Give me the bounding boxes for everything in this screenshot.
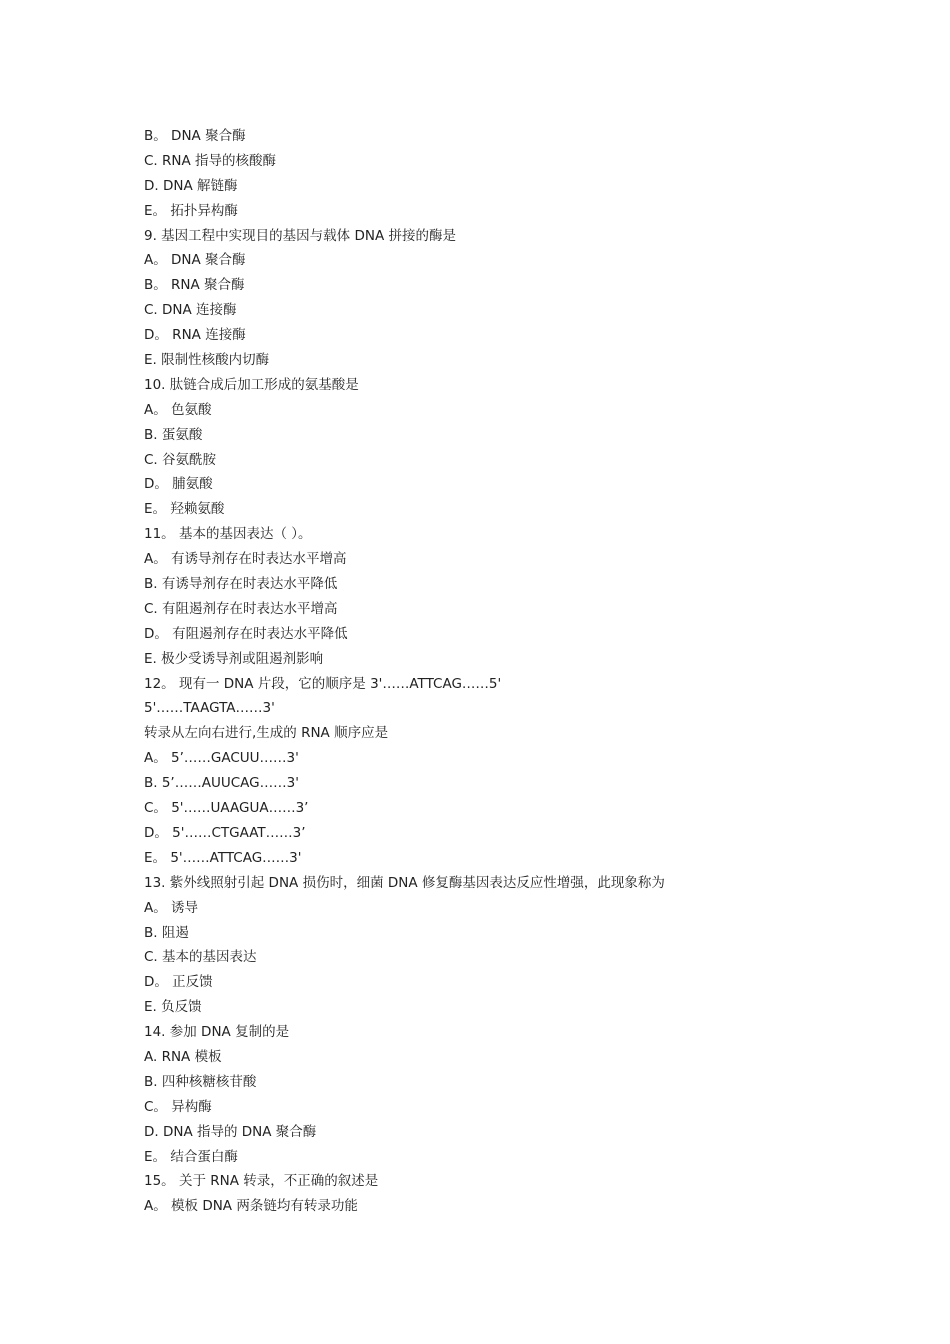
text-line: D。 有阻遏剂存在时表达水平降低 xyxy=(144,625,348,642)
text-line: A。 有诱导剂存在时表达水平增高 xyxy=(144,551,347,568)
text-line: C. 有阻遏剂存在时表达水平增高 xyxy=(144,600,338,617)
text-line: E. 极少受诱导剂或阻遏剂影响 xyxy=(144,650,324,667)
text-line: E。 5'……ATTCAG……3' xyxy=(144,849,302,866)
text-line: E。 结合蛋白酶 xyxy=(144,1148,238,1165)
text-line: B. 蛋氨酸 xyxy=(144,426,203,443)
text-line: B。 DNA 聚合酶 xyxy=(144,128,246,144)
text-line: D。 RNA 连接酶 xyxy=(144,327,246,344)
question-stem: 12。 现有一 DNA 片段，它的顺序是 3'……ATTCAG……5' xyxy=(144,675,502,692)
text-line: B. 四种核糖核苷酸 xyxy=(144,1073,257,1090)
text-line: D。 正反馈 xyxy=(144,974,213,991)
question-list xyxy=(144,124,844,1219)
text-line: D. DNA 解链酶 xyxy=(144,177,238,194)
text-line: C。 异构酶 xyxy=(144,1098,212,1115)
text-line: A。 诱导 xyxy=(144,899,199,916)
text-line: E. 负反馈 xyxy=(144,999,202,1016)
text-line: E。 羟赖氨酸 xyxy=(144,501,225,518)
text-line: C. 基本的基因表达 xyxy=(144,949,257,966)
question-stem: 10. 肽链合成后加工形成的氨基酸是 xyxy=(144,376,359,393)
text-line: C。 5'……UAAGUA……3’ xyxy=(144,800,309,817)
text-line: A。 5’……GACUU……3' xyxy=(144,750,299,767)
text-line: A。 模板 DNA 两条链均有转录功能 xyxy=(144,1198,358,1215)
text-line: C. DNA 连接酶 xyxy=(144,302,237,319)
text-line: E. 限制性核酸内切酶 xyxy=(144,352,270,369)
text-line: A. RNA 模板 xyxy=(144,1048,222,1065)
text-line: 转录从左向右进行,生成的 RNA 顺序应是 xyxy=(144,725,389,742)
question-stem: 11。 基本的基因表达（ ）。 xyxy=(144,526,312,543)
text-line: D。 脯氨酸 xyxy=(144,476,213,493)
text-line: B. 有诱导剂存在时表达水平降低 xyxy=(144,576,338,593)
text-line: D. DNA 指导的 DNA 聚合酶 xyxy=(144,1123,317,1140)
question-stem: 13. 紫外线照射引起 DNA 损伤时，细菌 DNA 修复酶基因表达反应性增强，此现象称为 xyxy=(144,874,665,891)
text-line: E。 拓扑异构酶 xyxy=(144,202,238,219)
question-stem: 15。 关于 RNA 转录，不正确的叙述是 xyxy=(144,1173,379,1190)
text-line: C. 谷氨酰胺 xyxy=(144,451,217,468)
question-stem: 9. 基因工程中实现目的基因与载体 DNA 拼接的酶是 xyxy=(144,227,456,244)
text-line: B。 RNA 聚合酶 xyxy=(144,277,245,294)
text-line: B. 阻遏 xyxy=(144,924,189,941)
text-line: B. 5’……AUUCAG……3' xyxy=(144,775,299,792)
text-line: C. RNA 指导的核酸酶 xyxy=(144,152,277,169)
text-line: A。 色氨酸 xyxy=(144,401,212,418)
question-stem: 14. 参加 DNA 复制的是 xyxy=(144,1024,290,1041)
text-line: D。 5'……CTGAAT……3’ xyxy=(144,824,306,841)
text-line: 5'……TAAGTA……3' xyxy=(144,700,275,717)
text-line: A。 DNA 聚合酶 xyxy=(144,252,246,269)
